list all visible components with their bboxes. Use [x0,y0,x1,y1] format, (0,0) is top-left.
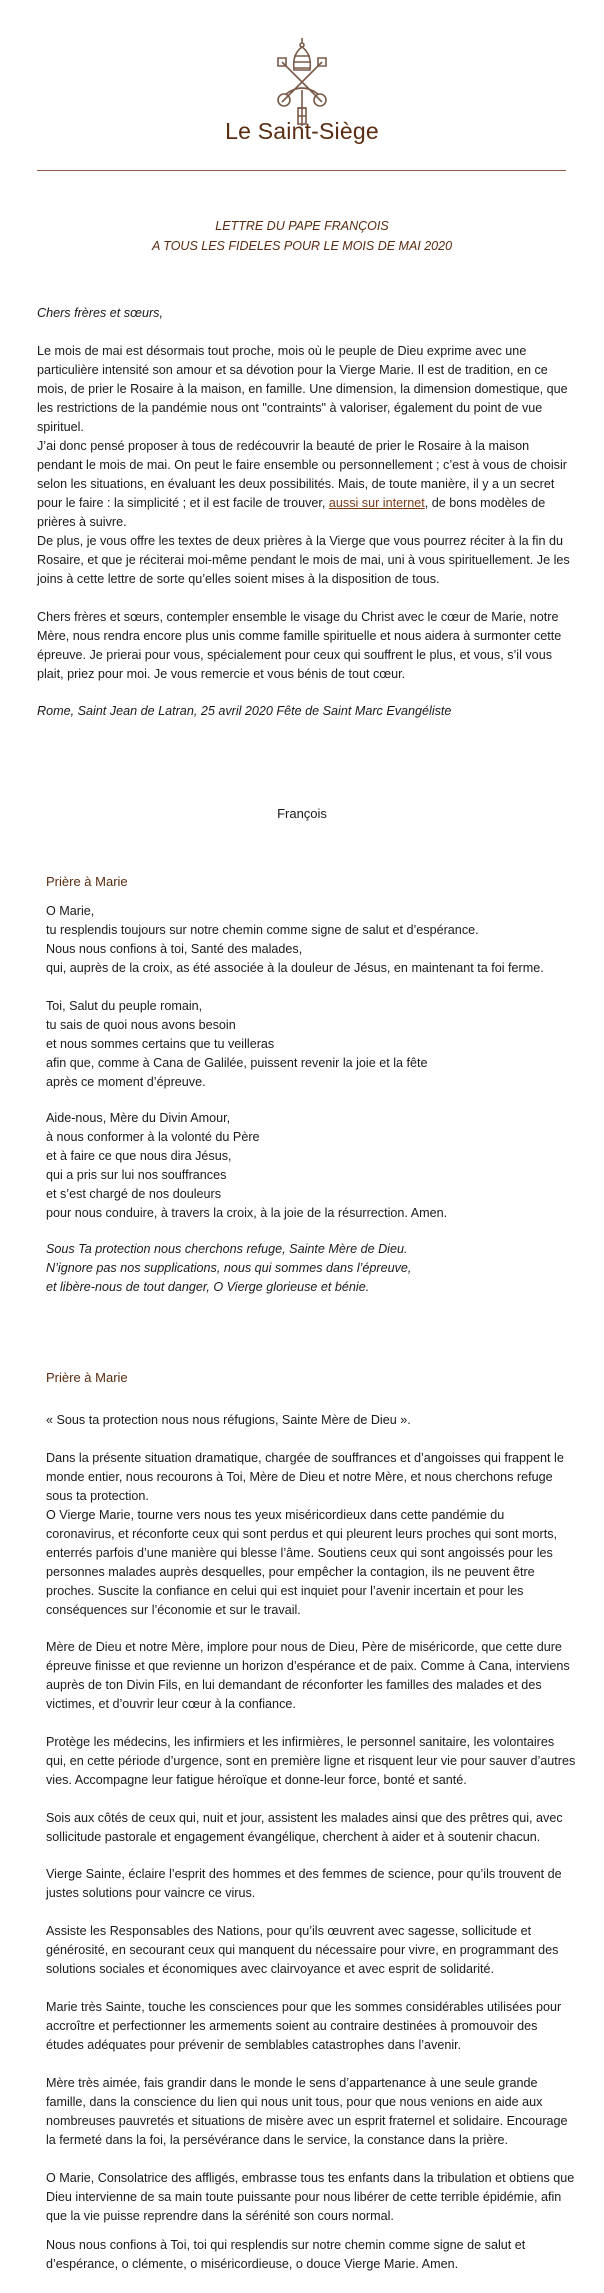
paragraph-text-after-link: , de bons modèles de prières à suivre. [37,496,546,529]
prayer-1-stanza-2 [46,997,576,1092]
header-divider [37,170,566,171]
prayer-2-paragraph: Mère très aimée, fais grandir dans le monde le sens d’appartenance à une seule grande famille, dans la conscience du lien qui nous unit tous, pour que nous venions en aide aux nombreuses pauvretés et situations de misère avec un esprit fraternel et solidaire. Encourage la fermeté dans la foi, la persévérance dans le service, la constance dans la prière. [46,2076,568,2147]
prayer-2-paragraph: Nous nous confions à Toi, toi qui resplendis sur notre chemin comme signe de salut et d’espérance, o clémente, o miséricordieuse, o douce Vierge Marie. Amen. [46,2238,526,2271]
salutation: Chers frères et sœurs, [37,306,163,320]
prayer-1-stanza-3 [46,1109,576,1223]
prayer-line: N’ignore pas nos supplications, nous qui sommes dans l’épreuve, [46,1261,412,1275]
prayer-line: Sous Ta protection nous cherchons refuge, Sainte Mère de Dieu. [46,1242,408,1256]
prayer-1-stanza-4 [46,1240,576,1297]
prayer-line: après ce moment d’épreuve. [46,1075,206,1089]
prayer-line: qui a pris sur lui nos souffrances [46,1168,227,1182]
letter-paragraph-4 [37,608,572,684]
prayer-line: Toi, Salut du peuple romain, [46,999,203,1013]
dateline: Rome, Saint Jean de Latran, 25 avril 2020 Fête de Saint Marc Evangéliste [37,704,452,718]
prayer-2-paragraph: O Marie, Consolatrice des affligés, embrasse tous tes enfants dans la tribulation et obtiens que Dieu intervienne de sa main toute puissante pour nous libérer de cette terrible épidémie, afin que la vie puisse reprendre dans la sérénité son cours normal. [46,2171,575,2223]
letter-title [0,216,604,256]
prayer-line: afin que, comme à Cana de Galilée, puissent revenir la joie et la fête [46,1056,428,1070]
prayer-line: et libère-nous de tout danger, O Vierge glorieuse et bénie. [46,1280,370,1294]
prayer-2-paragraph: Dans la présente situation dramatique, chargée de souffrances et d’angoisses qui frappent le monde entier, nous recourons à Toi, Mère de Dieu et notre Mère, et nous cherchons refuge sous ta protection. [46,1451,564,1503]
paragraph-text-before-link: J’ai donc pensé proposer à tous de redécouvrir la beauté de prier le Rosaire à la maison pendant le mois de mai. On peut le faire ensemble ou personnellement ; c’est à vous de choisir selon les situations, en évaluant les deux possibilités. Mais, de toute manière, il y a un secret pour le faire : la simplicité ; et il est facile de trouver, [37,439,567,510]
prayer-2-paragraph: Mère de Dieu et notre Mère, implore pour nous de Dieu, Père de miséricorde, que cette dure épreuve finisse et que revienne un horizon d’espérance et de paix. Comme à Cana, interviens auprès de ton Divin Fils, en lui demandant de réconforter les familles des malades et des victimes, et d’ouvrir leur cœur à la confiance. [46,1640,570,1711]
prayer-2-paragraph: « Sous ta protection nous nous réfugions, Sainte Mère de Dieu ». [46,1413,411,1427]
prayer-1-stanza-1 [46,902,576,978]
papal-coat-of-arms-icon [272,36,332,128]
prayer-line: Aide-nous, Mère du Divin Amour, [46,1111,231,1125]
letter-paragraph-1 [37,342,572,437]
prayer-2-paragraph: Assiste les Responsables des Nations, pour qu’ils œuvrent avec sagesse, sollicitude et générosité, en secourant ceux qui manquent du nécessaire pour vivre, en programmant des solutions sociales et économiques avec clairvoyance et avec esprit de solidarité. [46,1924,559,1976]
prayer-line: tu resplendis toujours sur notre chemin comme signe de salut et d’espérance. [46,923,479,937]
prayer-line: qui, auprès de la croix, as été associée à la douleur de Jésus, en maintenant ta foi ferme. [46,961,544,975]
letter-paragraph-3 [37,532,572,589]
signature: François [277,806,327,821]
prayer-line: et nous sommes certains que tu veilleras [46,1037,275,1051]
paragraph-text: De plus, je vous offre les textes de deux prières à la Vierge que vous pourrez réciter à la fin du Rosaire, et que je réciterai moi-même pendant le mois de mai, uni à vous spirituellement. Je les joins à cette lettre de sorte qu’elles soient mises à la disposition de tous. [37,534,570,586]
prayer-line: et s’est chargé de nos douleurs [46,1187,222,1201]
internet-link[interactable]: aussi sur internet [328,496,425,510]
letter-title-line-2: A TOUS LES FIDELES POUR LE MOIS DE MAI 2020 [151,239,453,253]
prayer-line: et à faire ce que nous dira Jésus, [46,1149,232,1163]
paragraph-text [37,437,572,532]
prayer-line: à nous conformer à la volonté du Père [46,1130,260,1144]
paragraph-text: Le mois de mai est désormais tout proche, mois où le peuple de Dieu exprime avec une particulière intensité son amour et sa dévotion pour la Vierge Marie. Il est de tradition, en ce mois, de prier le Rosaire à la maison, en famille. Une dimension, la dimension domestique, que les restrictions de la pandémie nous ont "contraints" à valoriser, également du point de vue spirituel. [37,344,568,434]
prayer-2-paragraph: Marie très Sainte, touche les consciences pour que les sommes considérables utilisées pour accroître et perfectionner les armements soient au contraire destinées à promouvoir des études adéquates pour prévenir de semblables catastrophes dans l’avenir. [46,2000,562,2052]
letter-title-line-1: LETTRE DU PAPE FRANÇOIS [215,219,389,233]
prayer-2-paragraph: Vierge Sainte, éclaire l’esprit des hommes et des femmes de science, pour qu’ils trouvent de justes solutions pour vaincre ce virus. [46,1867,562,1900]
prayer-line: Nous nous confions à toi, Santé des malades, [46,942,303,956]
paragraph-text: Chers frères et sœurs, contempler ensemble le visage du Christ avec le cœur de Marie, notre Mère, nous rendra encore plus unis comme famille spirituelle et nous aidera à surmonter cette épreuve. Je prierai pour vous, spécialement pour ceux qui souffrent le plus, et vous, s’il vous plait, priez pour moi. Je vous remercie et vous bénis de tout cœur. [37,610,562,681]
prayer-2-paragraph: Protège les médecins, les infirmiers et les infirmières, le personnel sanitaire, les volontaires qui, en cette période d’urgence, sont en première ligne et risquent leur vie pour sauver d’autres vies. Accompagne leur fatigue héroïque et donne-leur force, bonté et santé. [46,1735,576,1787]
prayer-line: tu sais de quoi nous avons besoin [46,1018,236,1032]
prayer-line: pour nous conduire, à travers la croix, à la joie de la résurrection. Amen. [46,1206,448,1220]
prayer-1-heading: Prière à Marie [46,874,128,889]
prayer-2-paragraph: Sois aux côtés de ceux qui, nuit et jour, assistent les malades ainsi que des prêtres qui, avec sollicitude pastorale et engagement évangélique, cherchent à aider et à soutenir chacun. [46,1811,563,1844]
prayer-2-heading: Prière à Marie [46,1370,128,1385]
site-title[interactable]: Le Saint-Siège [225,118,379,144]
prayer-line: O Marie, [46,904,95,918]
prayer-2-paragraph: O Vierge Marie, tourne vers nous tes yeux miséricordieux dans cette pandémie du coronavirus, et réconforte ceux qui sont perdus et qui pleurent leurs proches qui sont morts, enterrés parfois d’une manière qui blesse l’âme. Soutiens ceux qui sont angoissés pour les personnes malades auprès desquelles, pour empêcher la contagion, ils ne peuvent être proches. Suscite la confiance en celui qui est inquiet pour l’avenir incertain et pour les conséquences sur l’économie et sur le travail. [46,1508,558,1617]
letter-paragraph-2 [37,437,572,532]
